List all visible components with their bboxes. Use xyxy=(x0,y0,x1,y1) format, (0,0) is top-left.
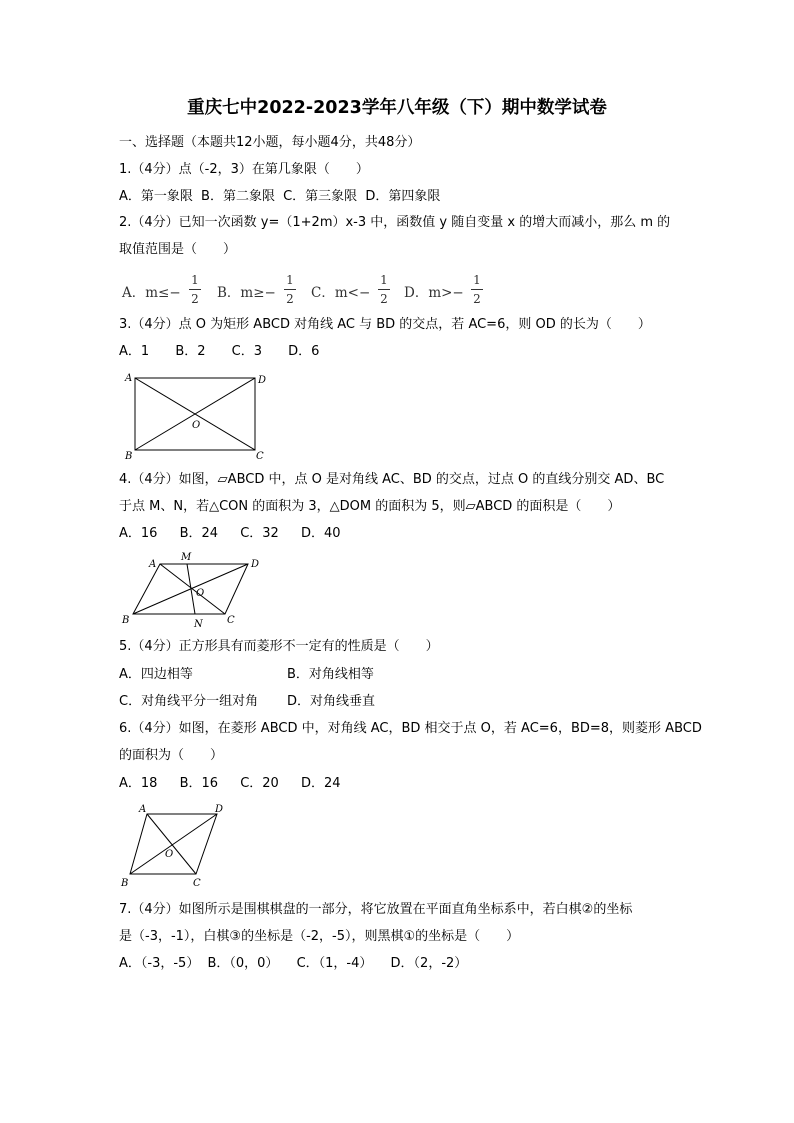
q1-option-b: B．第二象限 xyxy=(201,189,275,204)
q4-option-a: A．16 xyxy=(119,526,158,541)
q7-option-a: A．（-3，-5） xyxy=(119,956,200,971)
label-b: B xyxy=(125,451,133,460)
q2-stem-line1: 2.（4分）已知一次函数 y=（1+2m）x-3 中，函数值 y 随自变量 x 的增大而减小，那么 m 的 xyxy=(119,215,671,230)
q1-option-c: C．第三象限 xyxy=(283,189,358,204)
q6-stem-line2: 的面积为（ ） xyxy=(119,748,224,763)
line-mn xyxy=(187,564,195,614)
q1-option-d: D．第四象限 xyxy=(365,189,441,204)
q7-stem-line1: 7.（4分）如图所示是围棋棋盘的一部分，将它放置在平面直角坐标系中，若白棋②的坐标 xyxy=(119,902,633,917)
q4-option-b: B．24 xyxy=(179,526,219,541)
label-o: O xyxy=(196,588,205,599)
label-d: D xyxy=(258,375,267,386)
diagonal-ac xyxy=(160,564,225,614)
q6-options xyxy=(119,775,341,793)
q6-option-c: C．20 xyxy=(240,776,279,791)
label-a: A xyxy=(139,804,147,815)
q7-option-d: D．（2，-2） xyxy=(390,956,468,971)
q6-option-a: A．18 xyxy=(119,776,158,791)
exam-title: 重庆七中2022-2023学年八年级（下）期中数学试卷 xyxy=(187,98,607,118)
label-n: N xyxy=(194,619,203,630)
label-d: D xyxy=(251,559,260,570)
parallelogram-figure xyxy=(118,550,268,632)
rhombus-figure xyxy=(118,800,238,892)
fraction: 1 2 xyxy=(189,272,201,307)
q4-stem-line2: 于点 M、N，若△CON 的面积为 3，△DOM 的面积为 5，则▱ABCD 的面积是（ ） xyxy=(119,499,621,514)
label-a: A xyxy=(125,373,133,384)
label-c: C xyxy=(227,615,235,626)
q6-stem-line1: 6.（4分）如图，在菱形 ABCD 中，对角线 AC，BD 相交于点 O，若 AC=6，BD=8，则菱形 ABCD xyxy=(119,721,702,736)
q6-option-d: D．24 xyxy=(300,776,341,791)
q5-option-c: C．对角线平分一组对角 xyxy=(119,694,259,709)
q1-option-a: A．第一象限 xyxy=(119,189,193,204)
fraction: 1 2 xyxy=(471,272,483,307)
q2-stem-line2: 取值范围是（ ） xyxy=(119,242,237,257)
label-c: C xyxy=(193,878,201,889)
q3-stem: 3.（4分）点 O 为矩形 ABCD 对角线 AC 与 BD 的交点，若 AC=6，则 OD 的长为（ ） xyxy=(119,317,651,332)
q5-option-b: B．对角线相等 xyxy=(287,667,374,682)
fraction: 1 2 xyxy=(284,272,296,307)
q7-option-c: C．（1，-4） xyxy=(296,956,373,971)
q4-option-d: D．40 xyxy=(300,526,341,541)
q7-stem-line2: 是（-3，-1），白棋③的坐标是（-2，-5），则黑棋①的坐标是（ ） xyxy=(119,929,520,944)
q1-stem: 1.（4分）点（-2，3）在第几象限（ ） xyxy=(119,162,369,177)
q4-option-c: C．32 xyxy=(240,526,279,541)
q3-option-a: A．1 xyxy=(119,344,150,359)
q4-options xyxy=(119,525,341,543)
label-c: C xyxy=(256,451,264,460)
q3-option-c: C．3 xyxy=(231,344,263,359)
q3-options xyxy=(119,343,319,361)
label-a: A xyxy=(149,559,157,570)
label-b: B xyxy=(121,878,129,889)
q4-stem-line1: 4.（4分）如图，▱ABCD 中，点 O 是对角线 AC、BD 的交点，过点 O 的直线分别交 AD、BC xyxy=(119,472,665,487)
fraction: 1 2 xyxy=(378,272,390,307)
q1-options xyxy=(119,188,440,206)
q3-option-b: B．2 xyxy=(175,344,206,359)
label-o: O xyxy=(192,420,201,431)
diagonal-bd xyxy=(130,814,217,874)
label-d: D xyxy=(215,804,224,815)
q6-option-b: B．16 xyxy=(179,776,219,791)
rectangle-figure xyxy=(118,370,278,460)
section-heading: 一、选择题（本题共12小题，每小题4分，共48分） xyxy=(119,135,421,150)
exam-page: 重庆七中2022-2023学年八年级（下）期中数学试卷 一、选择题（本题共12小题，每小题4分，共48分） 1.（4分）点（-2，3）在第几象限（ ） A．第一象限 B．第二象限 C．第三象限 D．第四象限 2.（4分）已知一次函数 y=（1+2m）x-3 中，函数值 y 随自变量 x 的增大而减小，那么 m 的 取值范围是（ ） A．m≤− 1 2 B．m≥− 1 2 C．m<− 1 2 D．m>− 1 2 3.（4分）点 O 为矩形 ABCD 对角线 AC 与 BD 的交点，若 AC=6，则 OD 的长为（ ） A．1 B．2 C．3 D．6 A D B C O 4.（4分）如图，▱ABCD 中，点 O 是对角线 AC、BD 的交点，过点 O 的直线分别交 AD、BC 于点 M、N，若△CON 的面积为 3，△DOM 的面积为 5，则▱ABCD 的面积是（ ） A．16 B．24 C．32 D．40 M A D B C N O 5.（4分）正方形具有而菱形不一定有的性质是（ ） A．四边相等 B．对角线相等 C．对角线平分一组对角 D．对角线垂直 6.（4分）如图，在菱形 ABCD 中，对角线 AC，BD 相交于点 O，若 AC=6，BD=8，则菱形 ABCD 的面积为（ ） A．18 B．16 C．20 D．24 A D B C O 7.（4分）如图所示是围棋棋盘的一部分，将它放置在平面直角坐标系中，若白棋②的坐标 是（-3，-1），白棋③的坐标是（-2，-5），则黑棋①的坐标是（ ） A．（-3，-5） B．（0，0） C．（1，-4） D．（2，-2） xyxy=(0,0,794,1123)
label-o: O xyxy=(165,849,174,860)
q7-options xyxy=(119,955,467,973)
label-m: M xyxy=(181,552,192,563)
diagonal-ac xyxy=(147,814,196,874)
q5-option-a: A．四边相等 xyxy=(119,667,193,682)
q5-stem: 5.（4分）正方形具有而菱形不一定有的性质是（ ） xyxy=(119,639,439,654)
label-b: B xyxy=(122,615,130,626)
q7-option-b: B．（0，0） xyxy=(207,956,279,971)
q5-option-d: D．对角线垂直 xyxy=(287,694,376,709)
q3-option-d: D．6 xyxy=(288,344,320,359)
